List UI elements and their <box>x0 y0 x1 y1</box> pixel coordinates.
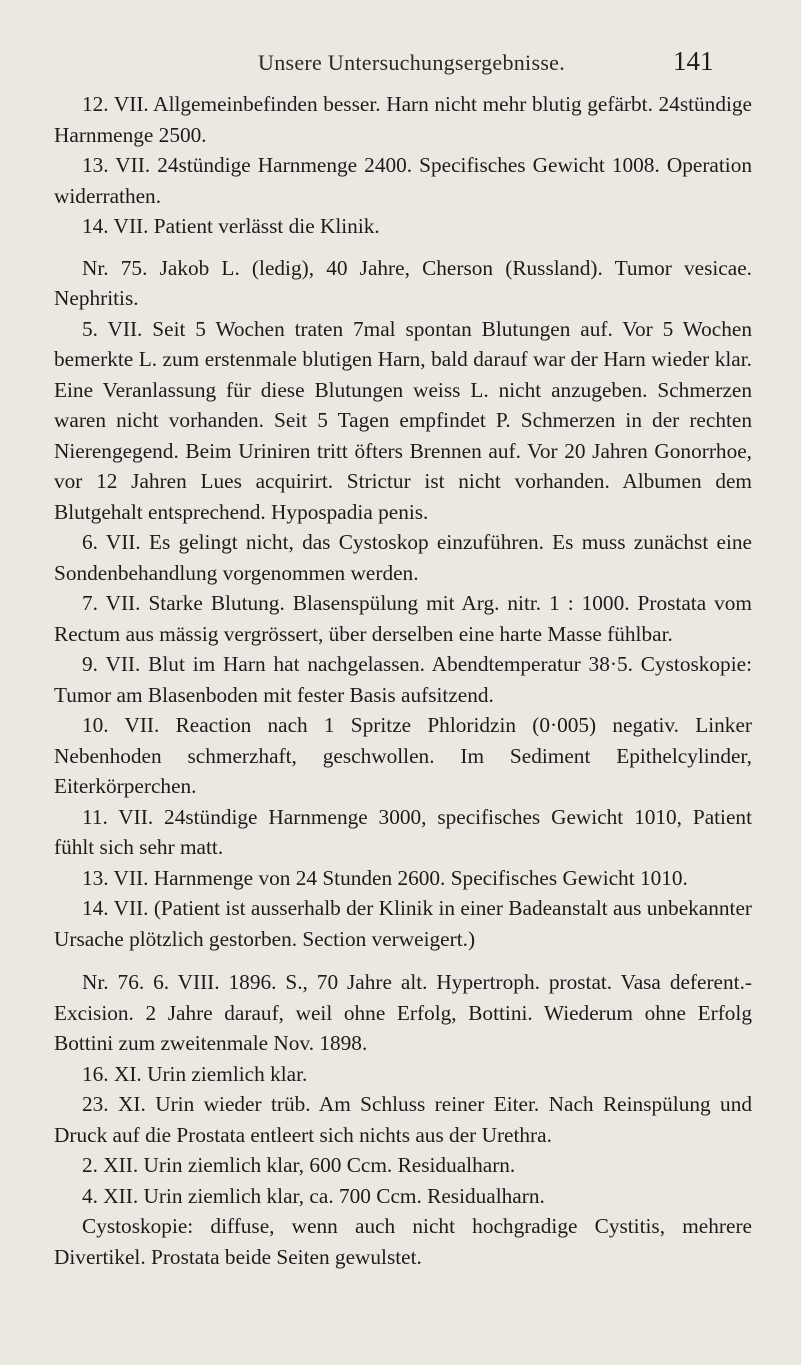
paragraph-entry-11-vii: 11. VII. 24stündige Harnmenge 3000, specifisches Gewicht 1010, Patient fühlt sich sehr matt. <box>54 804 752 859</box>
paragraph-entry-13-vii: 13. VII. 24stündige Harnmenge 2400. Specifisches Gewicht 1008. Operation widerrathen. <box>54 153 752 208</box>
paragraph-entry-16-xi: 16. XI. Urin ziemlich klar. <box>82 1061 308 1086</box>
running-head <box>0 44 801 84</box>
paragraph-entry-14-vii: 14. VII. Patient verlässt die Klinik. <box>82 214 380 238</box>
paragraph-entry-4-xii: 4. XII. Urin ziemlich klar, ca. 700 Ccm. Residualharn. <box>82 1183 545 1208</box>
paragraph-case-76-heading: Nr. 76. 6. VIII. 1896. S., 70 Jahre alt. Hypertroph. prostat. Vasa deferent.-Excision. 2 Jahre darauf, weil ohne Erfolg, Bottini. Wiederum ohne Erfolg Bottini zum zweitenmale Nov. 1898. <box>54 970 752 1055</box>
running-title: Unsere Untersuchungsergebnisse. <box>258 50 566 75</box>
paragraph-entry-2-xii: 2. XII. Urin ziemlich klar, 600 Ccm. Residualharn. <box>82 1153 516 1177</box>
paragraph-entry-9-vii: 9. VII. Blut im Harn hat nachgelassen. Abendtemperatur 38·5. Cystoskopie: Tumor am Blasenboden mit fester Basis aufsitzend. <box>54 652 752 707</box>
paragraph-entry-10-vii: 10. VII. Reaction nach 1 Spritze Phloridzin (0·005) negativ. Linker Nebenhoden schmerzhaft, geschwollen. Im Sediment Epithelcylinder, Eiterkörperchen. <box>54 713 752 798</box>
page-body <box>54 89 752 1272</box>
paragraph-case-75-heading: Nr. 75. Jakob L. (ledig), 40 Jahre, Cherson (Russland). Tumor vesicae. Nephritis. <box>54 255 752 310</box>
paragraph-cystoskopie: Cystoskopie: diffuse, wenn auch nicht hochgradige Cystitis, mehrere Divertikel. Prostata beide Seiten gewulstet. <box>54 1214 752 1269</box>
paragraph-entry-5-vii: 5. VII. Seit 5 Wochen traten 7mal spontan Blutungen auf. Vor 5 Wochen bemerkte L. zum erstenmale blutigen Harn, bald darauf war der Harn wieder klar. Eine Veranlassung für diese Blutungen weiss L. nicht anzugeben. Schmerzen waren nicht vorhanden. Seit 5 Tagen empfindet P. Schmerzen in der rechten Nierengegend. Beim Uriniren tritt öfters Brennen auf. Vor 20 Jahren Gonorrhoe, vor 12 Jahren Lues acquirirt. Strictur ist nicht vorhanden. Albumen dem Blutgehalt entsprechend. Hypospadia penis. <box>54 316 752 524</box>
paragraph-entry-7-vii: 7. VII. Starke Blutung. Blasenspülung mit Arg. nitr. 1 : 1000. Prostata vom Rectum aus mässig vergrössert, über derselben eine harte Masse fühlbar. <box>54 591 752 646</box>
paragraph-entry-12-vii: 12. VII. Allgemeinbefinden besser. Harn nicht mehr blutig gefärbt. 24stündige Harnmenge 2500. <box>54 92 752 147</box>
paragraph-entry-23-xi: 23. XI. Urin wieder trüb. Am Schluss reiner Eiter. Nach Reinspülung und Druck auf die Prostata entleert sich nichts aus der Urethra. <box>54 1092 752 1147</box>
page-number: 141 <box>673 46 714 76</box>
paragraph-entry-14-vii-b: 14. VII. (Patient ist ausserhalb der Klinik in einer Badeanstalt aus unbekannter Ursache plötzlich gestorben. Section verweigert.) <box>54 896 752 951</box>
paragraph-entry-6-vii: 6. VII. Es gelingt nicht, das Cystoskop einzuführen. Es muss zunächst eine Sondenbehandlung vorgenommen werden. <box>54 530 752 585</box>
paragraph-entry-13-vii-b: 13. VII. Harnmenge von 24 Stunden 2600. Specifisches Gewicht 1010. <box>82 865 688 890</box>
